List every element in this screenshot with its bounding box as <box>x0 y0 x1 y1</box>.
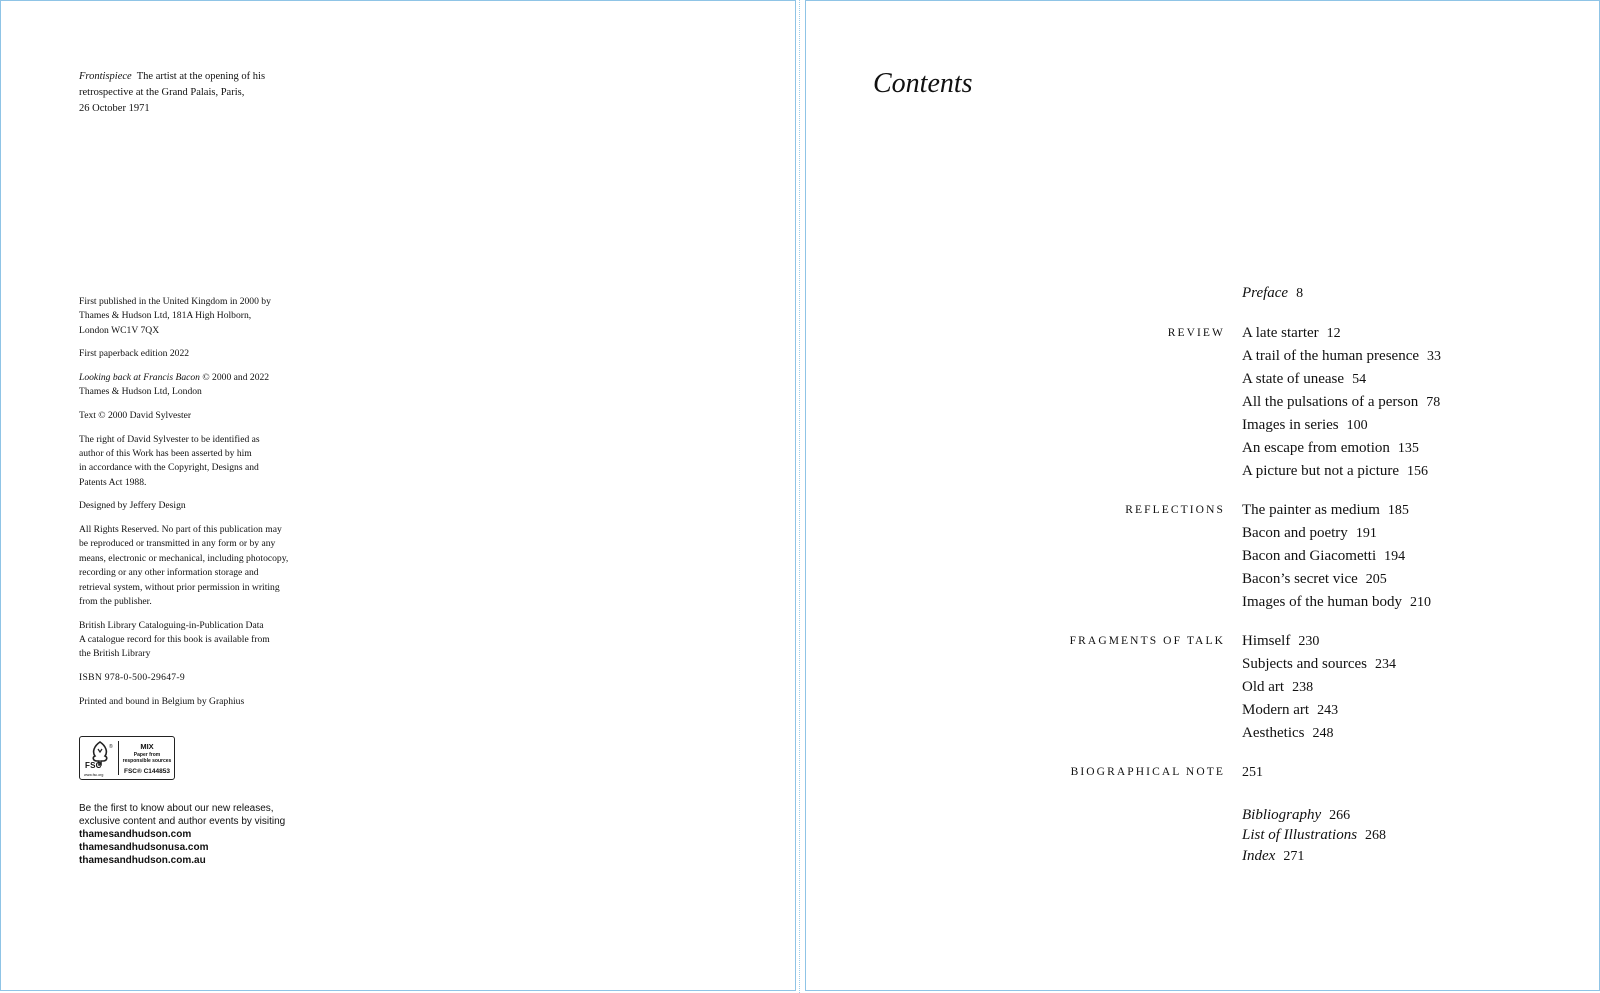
toc-entry[interactable] <box>1242 723 1333 744</box>
toc-entry-page: 156 <box>1407 464 1429 479</box>
fsc-paper-text <box>120 752 174 764</box>
toc-entry[interactable] <box>1242 369 1366 390</box>
toc-entry-index[interactable] <box>1242 846 1304 867</box>
toc-entry[interactable] <box>1242 631 1319 652</box>
toc-entry-title: Images in series <box>1242 417 1339 433</box>
right-page <box>805 0 1600 991</box>
fsc-code: FSC® C144853 <box>124 768 170 775</box>
toc-entry-page: 185 <box>1387 503 1409 518</box>
promo-line: Be the first to know about our new releases, <box>79 803 274 814</box>
toc-entry-title: Aesthetics <box>1242 725 1305 741</box>
toc-entry-title: List of Illustrations <box>1242 827 1358 843</box>
toc-entry-page: 78 <box>1426 395 1441 410</box>
first-published-note <box>79 295 319 338</box>
section-label-biographical-note: BIOGRAPHICAL NOTE <box>1070 766 1225 778</box>
imprint-line: The right of David Sylvester to be identified as <box>79 433 260 445</box>
copyright-years: © 2000 and 2022 <box>202 372 270 383</box>
copyright-note <box>79 371 319 400</box>
toc-entry-page: 33 <box>1427 349 1442 364</box>
designer-note: Designed by Jeffery Design <box>79 500 186 512</box>
fsc-paper-line: responsible sources <box>122 758 172 764</box>
website-link[interactable]: thamesandhudson.com <box>79 829 192 840</box>
toc-entry-title: Bacon and poetry <box>1242 525 1348 541</box>
toc-entry-list-of-illustrations[interactable] <box>1242 825 1386 846</box>
toc-entry-page: 243 <box>1317 703 1339 718</box>
book-title: Looking back at Francis Bacon <box>79 372 200 383</box>
toc-entry-title: Old art <box>1242 679 1285 695</box>
toc-entry[interactable] <box>1242 461 1428 482</box>
toc-entry-page: 205 <box>1365 572 1387 587</box>
imprint-line: in accordance with the Copyright, Designs and <box>79 462 259 474</box>
moral-rights-note <box>79 433 319 491</box>
imprint-line: First published in the United Kingdom in 2000 by <box>79 296 271 307</box>
toc-entry-page: 230 <box>1298 634 1320 649</box>
frontispiece-line: retrospective at the Grand Palais, Paris, <box>79 87 245 98</box>
toc-entry-title: Modern art <box>1242 702 1310 718</box>
toc-entry-page: 234 <box>1374 657 1396 672</box>
toc-entry-title: Subjects and sources <box>1242 656 1367 672</box>
toc-entry-bibliography[interactable] <box>1242 805 1350 826</box>
imprint-line: the British Library <box>79 648 151 660</box>
printer-note: Printed and bound in Belgium by Graphius <box>79 695 245 707</box>
toc-entry-title: Images of the human body <box>1242 594 1402 610</box>
toc-entry-page: 8 <box>1296 286 1304 301</box>
toc-entry-page: 271 <box>1283 849 1305 864</box>
imprint-line: author of this Work has been asserted by him <box>79 448 252 459</box>
toc-entry-title: A trail of the human presence <box>1242 348 1420 364</box>
toc-entry[interactable] <box>1242 592 1431 613</box>
toc-entry[interactable] <box>1242 569 1387 590</box>
toc-entry-page: 12 <box>1326 326 1341 341</box>
toc-entry-title: Index <box>1242 848 1276 864</box>
page-gutter <box>796 0 805 993</box>
website-link[interactable]: thamesandhudsonusa.com <box>79 842 209 853</box>
toc-entry-title: Himself <box>1242 633 1291 649</box>
frontispiece-label: Frontispiece <box>79 71 132 82</box>
fsc-site: www.fsc.org <box>84 773 104 777</box>
toc-entry-title: Bacon and Giacometti <box>1242 548 1377 564</box>
toc-entry-page: 266 <box>1329 808 1351 823</box>
imprint-line: All Rights Reserved. No part of this publication may <box>79 524 282 535</box>
toc-entry-page: 191 <box>1355 526 1377 541</box>
toc-entry-title: All the pulsations of a person <box>1242 394 1419 410</box>
toc-entry-page: 238 <box>1292 680 1314 695</box>
paperback-edition-note: First paperback edition 2022 <box>79 348 190 360</box>
imprint-line: recording or any other information storage and <box>79 567 259 579</box>
imprint-line: means, electronic or mechanical, including photocopy, <box>79 552 289 564</box>
imprint-line: Patents Act 1988. <box>79 476 147 488</box>
toc-entry-title: Bacon’s secret vice <box>1242 571 1358 587</box>
section-label-reflections: REFLECTIONS <box>1125 504 1225 516</box>
fsc-logo <box>79 736 175 780</box>
toc-entry-title: A picture but not a picture <box>1242 463 1400 479</box>
toc-entry-title: Bibliography <box>1242 807 1322 823</box>
rights-reserved-note <box>79 523 319 609</box>
frontispiece-line: The artist at the opening of his <box>136 71 266 82</box>
imprint-line: A catalogue record for this book is available from <box>79 634 270 646</box>
toc-entry-title: Preface <box>1242 285 1289 301</box>
toc-entry[interactable] <box>1242 323 1341 344</box>
toc-entry[interactable] <box>1242 700 1338 721</box>
imprint-line: British Library Cataloguing-in-Publication Data <box>79 619 264 631</box>
toc-entry-biographical-note[interactable] <box>1242 762 1263 783</box>
fsc-mix: MIX <box>140 742 154 751</box>
website-link[interactable]: thamesandhudson.com.au <box>79 855 206 866</box>
toc-entry-page: 268 <box>1365 828 1387 843</box>
toc-entry-page: 54 <box>1352 372 1367 387</box>
toc-entry-title: A state of unease <box>1242 371 1345 387</box>
toc-entry-page: 135 <box>1397 441 1419 456</box>
gutter-line <box>799 0 800 993</box>
imprint-block <box>79 295 319 718</box>
section-label-fragments-of-talk: FRAGMENTS OF TALK <box>1069 635 1225 647</box>
svg-text:®: ® <box>109 744 113 750</box>
left-page <box>0 0 796 991</box>
toc-entry-title: A late starter <box>1242 325 1319 341</box>
toc-entry[interactable] <box>1242 500 1409 521</box>
frontispiece-caption <box>79 69 299 117</box>
imprint-line: London WC1V 7QX <box>79 324 160 336</box>
toc-entry-page: 248 <box>1312 726 1334 741</box>
toc-entry[interactable] <box>1242 546 1405 567</box>
imprint-line: from the publisher. <box>79 596 152 608</box>
fsc-letters: FSC <box>85 761 102 770</box>
toc-entry-page: 100 <box>1346 418 1368 433</box>
toc-entry[interactable] <box>1242 677 1313 698</box>
toc-entry[interactable] <box>1242 346 1441 367</box>
promo-line: exclusive content and author events by visiting <box>79 816 286 827</box>
promo-block <box>79 802 339 867</box>
toc-entry-title: An escape from emotion <box>1242 440 1390 456</box>
cip-note <box>79 619 319 662</box>
frontispiece-line: 26 October 1971 <box>79 103 150 114</box>
toc-entry[interactable] <box>1242 392 1440 413</box>
toc-entry[interactable] <box>1242 523 1377 544</box>
contents-title: Contents <box>873 68 973 99</box>
toc-entry-preface[interactable] <box>1242 283 1303 304</box>
toc-entry[interactable] <box>1242 415 1368 436</box>
toc-entry[interactable] <box>1242 438 1419 459</box>
toc-entry[interactable] <box>1242 654 1396 675</box>
text-copyright-note: Text © 2000 David Sylvester <box>79 410 192 421</box>
toc-entry-page: 194 <box>1384 549 1406 564</box>
toc-entry-page: 251 <box>1242 765 1263 780</box>
copyright-holder: Thames & Hudson Ltd, London <box>79 386 202 398</box>
imprint-line: retrieval system, without prior permission in writing <box>79 581 280 593</box>
imprint-line: be reproduced or transmitted in any form or by any <box>79 538 276 550</box>
fsc-paper-line: Paper from <box>133 752 161 758</box>
imprint-line: Thames & Hudson Ltd, 181A High Holborn, <box>79 310 252 322</box>
isbn-note: ISBN 978-0-500-29647-9 <box>79 672 185 684</box>
toc-entry-title: The painter as medium <box>1242 502 1380 518</box>
fsc-divider <box>118 741 119 775</box>
section-label-review: REVIEW <box>1167 327 1225 339</box>
toc-entry-page: 210 <box>1409 595 1431 610</box>
